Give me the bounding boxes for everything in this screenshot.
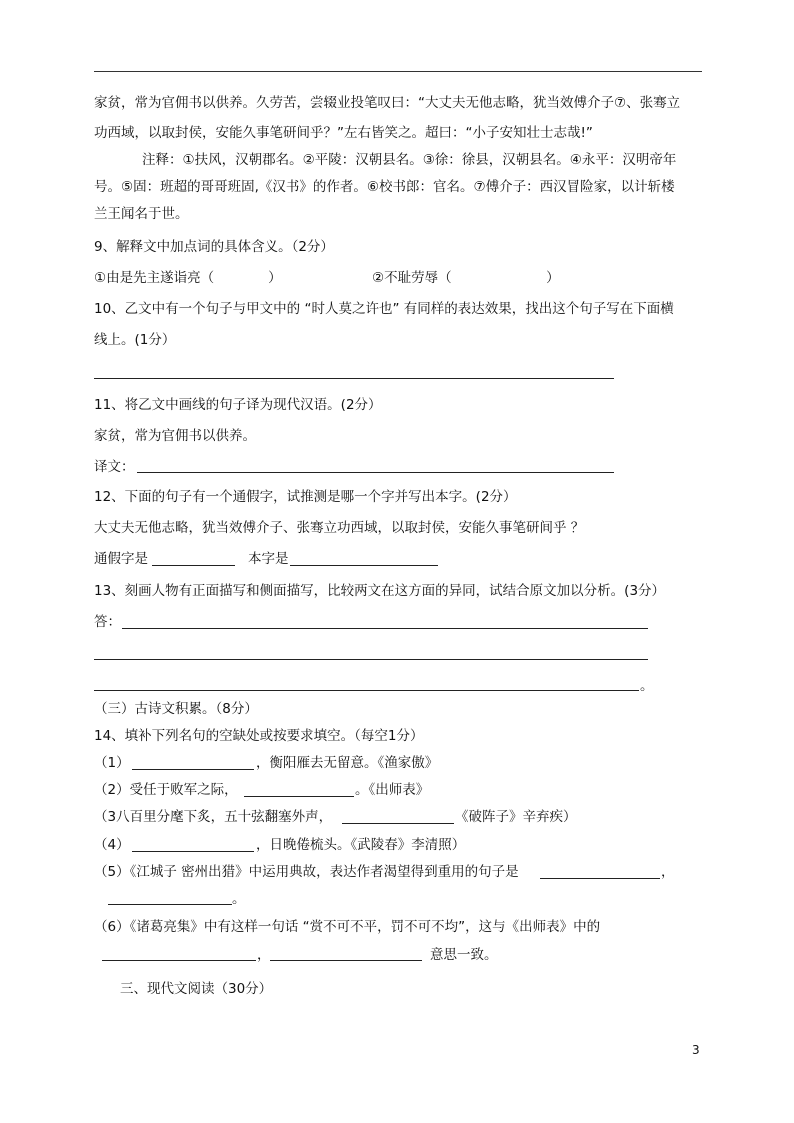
- question-9-item-2: ②不耻劳辱（ ）: [372, 270, 560, 286]
- answer-line-q14-5a[interactable]: [540, 878, 660, 879]
- q14-item-6-comma: ，: [257, 947, 271, 963]
- answer-line-q13-2[interactable]: [94, 659, 648, 660]
- answer-line-q14-3[interactable]: [342, 823, 454, 824]
- passage-line-1: 家贫，常为官佣书以供养。久劳苦，尝辍业投笔叹曰：“大丈夫无他志略，犹当效傅介子⑦、张骞立: [94, 95, 681, 111]
- q14-item-2-pre: （2）受任于败军之际，: [94, 782, 238, 798]
- q14-item-3-pre: （3八百里分麾下炙，五十弦翻塞外声，: [94, 809, 333, 825]
- notes-line-2: 号。⑤固：班超的哥哥班固,《汉书》的作者。⑥校书郎：官名。⑦傅介子：西汉冒险家，以计斩楼: [94, 179, 675, 195]
- answer-line-q12-a[interactable]: [152, 565, 235, 566]
- q14-item-2-post: 。《出师表》: [355, 782, 430, 798]
- answer-line-q14-1[interactable]: [132, 769, 254, 770]
- page-number: 3: [692, 1043, 700, 1057]
- answer-line-q14-6b[interactable]: [270, 960, 422, 961]
- question-13: 13、刻画人物有正面描写和侧面描写，比较两文在这方面的异同，试结合原文加以分析。(3分）: [94, 583, 666, 599]
- section-heading-ancient: （三）古诗文积累。（8分）: [94, 701, 258, 717]
- question-11-sentence: 家贫，常为官佣书以供养。: [94, 428, 256, 444]
- q14-item-6-line-1: （6）《诸葛亮集》中有这样一句话 “赏不可不平，罚不可不均”，这与《出师表》中的: [94, 919, 601, 935]
- question-9: 9、解释文中加点词的具体含义。（2分）: [94, 239, 334, 255]
- q14-item-5-pre: （5）《江城子 密州出猎》中运用典故，表达作者渴望得到重用的句子是: [94, 864, 519, 880]
- answer-line-q13-1[interactable]: [122, 628, 648, 629]
- answer-line-q13-3[interactable]: [94, 690, 639, 691]
- answer-line-q14-2[interactable]: [244, 796, 354, 797]
- q14-item-4-post: ，日晚倦梳头。《武陵春》李清照）: [256, 837, 466, 853]
- question-12-label-1: 通假字是: [94, 551, 148, 567]
- answer-line-q14-5b[interactable]: [108, 904, 232, 905]
- question-13-label: 答：: [94, 614, 121, 630]
- q14-item-6-post: 意思一致。: [430, 947, 498, 963]
- answer-line-q14-4[interactable]: [132, 851, 254, 852]
- question-11-label: 译文：: [94, 459, 135, 475]
- question-10-line-2: 线上。(1分）: [94, 332, 176, 348]
- question-10-line-1: 10、乙文中有一个句子与甲文中的 “时人莫之许也” 有同样的表达效果，找出这个句子写在下面横: [94, 301, 674, 317]
- q14-item-4-pre: （4）: [94, 837, 130, 853]
- header-rule: [94, 71, 702, 72]
- question-12: 12、下面的句子有一个通假字，试推测是哪一个字并写出本字。(2分）: [94, 489, 517, 505]
- section-heading-modern: 三、现代文阅读（30分）: [120, 981, 273, 997]
- answer-line-q10[interactable]: [94, 378, 614, 379]
- answer-line-q14-6a[interactable]: [102, 960, 256, 961]
- answer-line-q11[interactable]: [137, 472, 614, 473]
- q14-item-3-post: 《破阵子》辛弃疾）: [455, 809, 577, 825]
- question-12-sentence: 大丈夫无他志略，犹当效傅介子、张骞立功西域，以取封侯，安能久事笔研间乎 ？: [94, 520, 585, 536]
- q14-item-1-post: ，衡阳雁去无留意。《渔家傲》: [256, 755, 439, 771]
- question-12-label-2: 本字是: [248, 551, 289, 567]
- notes-line-3: 兰王闻名于世。: [94, 206, 189, 222]
- passage-line-2: 功西域，以取封侯，安能久事笔研间乎？”左右皆笑之。超曰：“小子安知壮士志哉!”: [94, 125, 593, 141]
- q14-item-1-pre: （1）: [94, 755, 130, 771]
- notes-line-1: 注释：①扶风，汉朝郡名。②平陵：汉朝县名。③徐：徐县，汉朝县名。④永平：汉明帝年: [142, 152, 677, 168]
- q14-item-5-comma: ，: [661, 864, 675, 880]
- question-13-end: 。: [640, 678, 654, 694]
- q14-item-5-end: 。: [232, 891, 246, 907]
- answer-line-q12-b[interactable]: [290, 565, 438, 566]
- question-11: 11、将乙文中画线的句子译为现代汉语。(2分）: [94, 397, 382, 413]
- question-14: 14、填补下列名句的空缺处或按要求填空。（每空1分）: [94, 728, 424, 744]
- question-9-item-1: ①由是先主遂诣亮（ ）: [94, 270, 282, 286]
